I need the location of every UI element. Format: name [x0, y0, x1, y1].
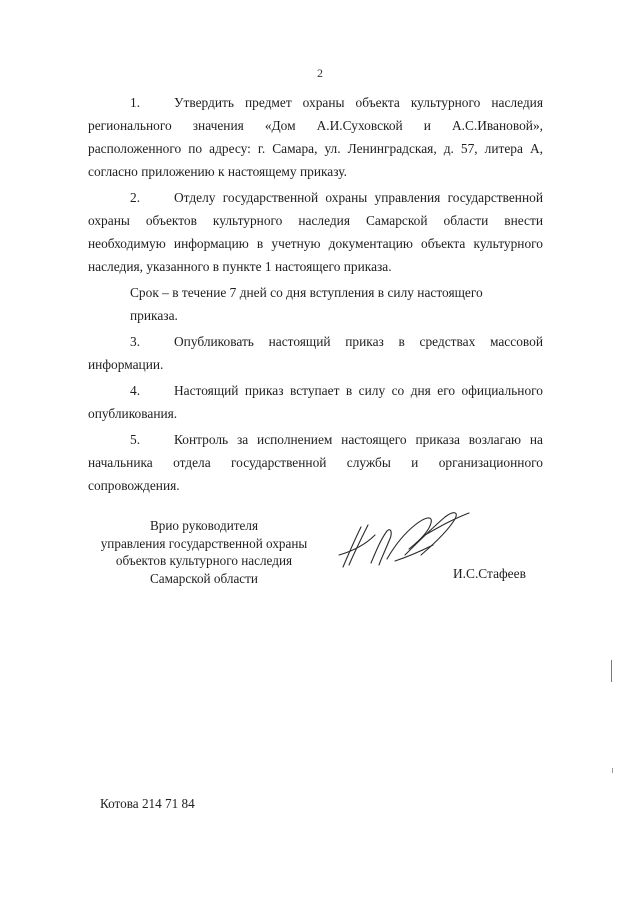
signatory-line-1: Врио руководителя [149, 518, 259, 533]
paragraph-5 [88, 428, 543, 497]
paragraph-4-text: Настоящий приказ вступает в силу со дня его официального опубликования. [88, 383, 543, 421]
paragraph-4-number: 4. [130, 383, 141, 398]
deadline-line-2: приказа. [130, 308, 178, 323]
contact-info: Котова 214 71 84 [100, 796, 195, 811]
paragraph-2 [88, 186, 543, 278]
handwritten-signature [335, 505, 475, 575]
paragraph-2-number: 2. [130, 190, 141, 205]
deadline [88, 281, 543, 327]
paragraph-3-number: 3. [130, 334, 141, 349]
paragraph-2-text: Отделу государственной охраны управления государственной охраны объектов культурного наследия Самарской области внести необходимую информацию в учетную документацию объекта культурного наследия, указанного в пункте 1 настоящего приказа. [88, 190, 543, 274]
page-number: 2 [317, 66, 323, 80]
signatory-line-2: управления государственной охраны [100, 535, 308, 551]
paragraph-1-text: Утвердить предмет охраны объекта культурного наследия регионального значения «Дом А.И.Суховской и А.С.Ивановой», расположенного по адресу: г. Самара, ул. Ленинградская, д. 57, литера А, согласно приложению к настоящему приказу. [88, 95, 543, 179]
scan-edge-speck [612, 768, 613, 773]
signatory-line-3: объектов культурного наследия [115, 553, 293, 568]
paragraph-5-text: Контроль за исполнением настоящего приказа возлагаю на начальника отдела государственной службы и организационного сопровождения. [88, 432, 543, 493]
scan-edge-mark [611, 660, 612, 682]
signatory-line-4: Самарской области [150, 570, 258, 586]
paragraph-5-number: 5. [130, 432, 141, 447]
paragraph-3 [88, 330, 543, 376]
paragraph-4 [88, 379, 543, 425]
order-body [88, 91, 543, 500]
deadline-line-1: Срок – в течение 7 дней со дня вступления в силу настоящего [130, 285, 483, 300]
paragraph-1-number: 1. [130, 95, 141, 110]
signatory-title [84, 517, 324, 587]
signer-name: И.С.Стафеев [453, 566, 526, 581]
paragraph-3-text: Опубликовать настоящий приказ в средствах массовой информации. [88, 334, 543, 372]
paragraph-1 [88, 91, 543, 183]
